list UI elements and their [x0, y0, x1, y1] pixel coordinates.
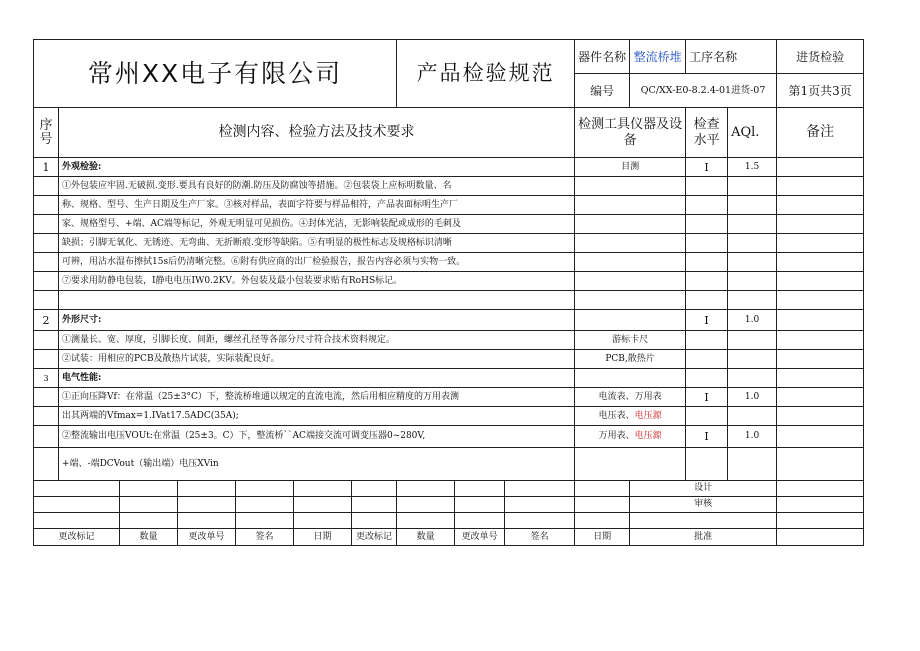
tool-cell: PCB,散热片: [575, 350, 686, 369]
note-cell: [777, 158, 864, 177]
tool-text-highlight: 电压源: [634, 431, 662, 441]
aql-cell: 1.0: [728, 388, 777, 407]
section-number: 2: [34, 310, 59, 331]
process-value: 进货检验: [777, 40, 864, 74]
signoff-row: [34, 513, 864, 529]
content-line: 称、规格、型号、生产日期及生产厂家。③核对样品，表面字符要与样品相符，产品表面标明生产厂: [59, 196, 575, 215]
footer-col-label: 数量: [397, 529, 455, 546]
footer-col-label: 数量: [120, 529, 178, 546]
footer-col-label: 签名: [236, 529, 294, 546]
table-row: [34, 350, 864, 369]
col-aql-header: AQl.: [728, 108, 777, 158]
content-line: ①外包装应牢固.无破损.变形.要具有良好的防潮.防压及防腐蚀等措施。②包装袋上应标明数量、名: [59, 177, 575, 196]
table-row: [34, 448, 864, 481]
section-number: 1: [34, 158, 59, 177]
footer-col-label: 日期: [575, 529, 630, 546]
col-content-header: 检测内容、检验方法及技术要求: [59, 108, 575, 158]
table-row: [34, 407, 864, 426]
table-row: [34, 158, 864, 177]
tool-text: 电压表、: [598, 410, 635, 421]
table-row: [34, 253, 864, 272]
signoff-row: [34, 481, 864, 497]
code-value: QC/XX-E0-8.2.4-01进货-07: [630, 74, 777, 108]
tool-cell: 电流表、万用表: [575, 388, 686, 407]
level-cell: I: [686, 388, 728, 407]
footer-col-label: 签名: [505, 529, 575, 546]
tool-cell: [575, 426, 686, 448]
spec-title: 产品检验规范: [397, 40, 575, 108]
table-row: [34, 215, 864, 234]
col-level-header: 检查水平: [686, 108, 728, 158]
signoff-row: [34, 497, 864, 513]
footer-col-label: 更改单号: [178, 529, 236, 546]
table-row: [34, 310, 864, 331]
design-label: 设计: [630, 481, 777, 497]
page-info: 第1页共3页: [777, 74, 864, 108]
code-label: 编号: [575, 74, 630, 108]
tool-cell: 目测: [575, 158, 686, 177]
inspection-spec-document: [33, 39, 863, 546]
tool-text-highlight: 电压源: [634, 410, 662, 421]
table-row: [34, 426, 864, 448]
table-row: [34, 388, 864, 407]
content-line: +端、-端DCVout（输出端）电压XVin: [59, 448, 575, 481]
approve-label: 批准: [630, 529, 777, 546]
content-line: ①测量长、宽、厚度，引脚长度、间距，螺丝孔径等各部分尺寸符合技术资料规定。: [59, 331, 575, 350]
company-name: 常州XX电子有限公司: [34, 40, 397, 108]
change-log-header-row: [34, 529, 864, 546]
footer-col-label: 更改标记: [352, 529, 397, 546]
tool-text: 万用表、: [598, 431, 635, 441]
section-number: 3: [34, 369, 59, 388]
footer-col-label: 日期: [294, 529, 352, 546]
table-row: [34, 331, 864, 350]
col-tools-header: 检测工具仪器及设备: [575, 108, 686, 158]
review-label: 审核: [630, 497, 777, 513]
content-line: ②试装：用相应的PCB及散热片试装，实际装配良好。: [59, 350, 575, 369]
level-cell: I: [686, 310, 728, 331]
table-row: [34, 196, 864, 215]
table-row: [34, 369, 864, 388]
part-name-label: 器件名称: [575, 40, 630, 74]
footer-col-label: 更改标记: [34, 529, 120, 546]
content-line: 缺损；引脚无氧化、无锈迹、无弯曲、无折断痕.变形等缺陷。⑤有明显的极性标志及规格标识清晰: [59, 234, 575, 253]
aql-cell: 1.0: [728, 310, 777, 331]
table-row: [34, 234, 864, 253]
part-name-value: 整流桥堆: [630, 40, 686, 74]
content-line: ①正向压降Vf：在常温（25±3°C）下，整流桥堆通以规定的直流电流，然后用相应精度的万用表测: [59, 388, 575, 407]
table-row: [34, 272, 864, 291]
section-title: 电气性能:: [59, 369, 575, 388]
aql-cell: 1.5: [728, 158, 777, 177]
content-line: ②整流输出电压VOUt:在常温（25±3。C）下，整流桥``AC端接交流可调变压器0~280V,: [59, 426, 575, 448]
footer-col-label: 更改单号: [455, 529, 505, 546]
col-note-header: 备注: [777, 108, 864, 158]
spec-table: [33, 39, 864, 546]
table-row: [34, 291, 864, 310]
section-title: 外形尺寸:: [59, 310, 575, 331]
content-line: ⑦要求用防静电包装，I静电电压IW0.2KV。外包装及最小包装要求贴有RoHS标记。: [59, 272, 575, 291]
level-cell: I: [686, 158, 728, 177]
aql-cell: 1.0: [728, 426, 777, 448]
section-title: 外观检验:: [59, 158, 575, 177]
content-line: 出其两端的Vfmax=1.IVat17.5ADC(35A);: [59, 407, 575, 426]
content-line: 家、规格型号、+端、AC端等标记，外观无明显可见损伤。④封体光洁，无影响装配或成形的毛刺及: [59, 215, 575, 234]
process-label: 工序名称: [686, 40, 777, 74]
level-cell: I: [686, 426, 728, 448]
col-seq-header: 序号: [34, 108, 59, 158]
tool-cell: [575, 407, 686, 426]
content-line: 可辨，用沾水湿布擦拭15s后仍清晰完整。⑥附有供应商的出厂检验报告，报告内容必须与实物一致。: [59, 253, 575, 272]
table-row: [34, 177, 864, 196]
tool-cell: 游标卡尺: [575, 331, 686, 350]
